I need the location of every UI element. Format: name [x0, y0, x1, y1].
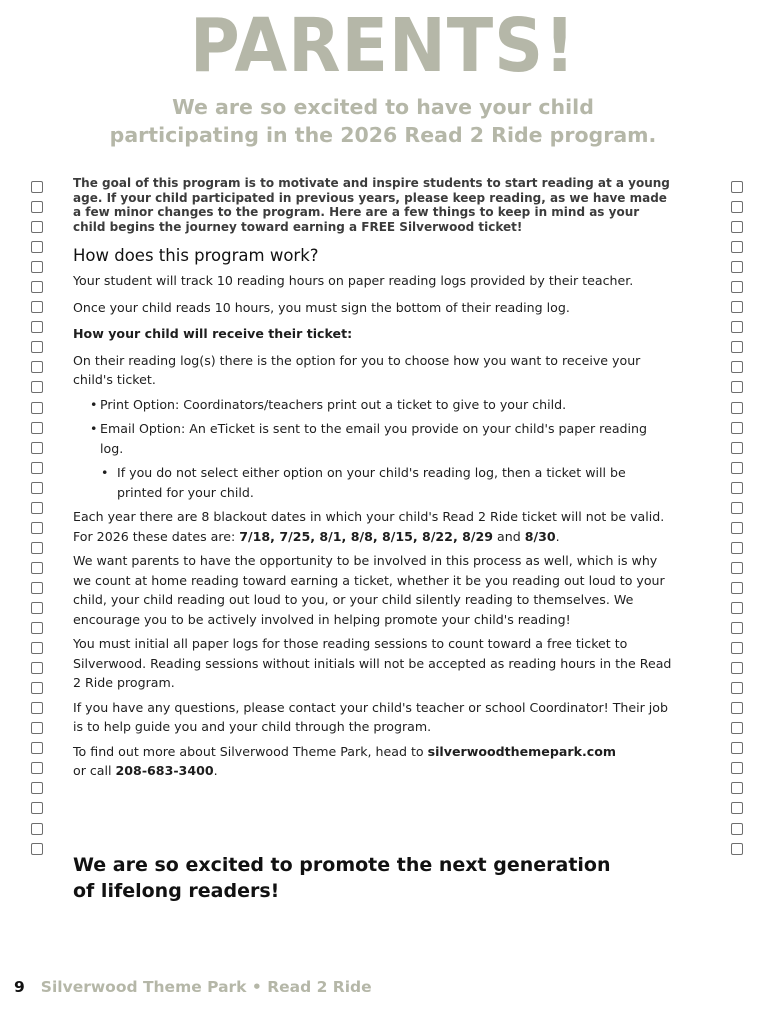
- email-option-bullet: [73, 419, 673, 458]
- subtitle-line-1: We are so excited to have your child: [172, 95, 594, 119]
- checkbox-icon: [31, 241, 43, 253]
- checkbox-icon: [31, 642, 43, 654]
- checkbox-icon: [31, 261, 43, 273]
- ticket-heading: How your child will receive their ticket:: [73, 326, 353, 341]
- website-link[interactable]: silverwoodthemepark.com: [427, 743, 616, 759]
- checkbox-icon: [731, 321, 743, 333]
- checkbox-icon: [731, 281, 743, 293]
- closing-line-1: We are so excited to promote the next generation: [73, 854, 611, 876]
- bullet-icon: •: [90, 396, 98, 412]
- right-checkbox-column: [731, 181, 745, 863]
- footer-label: Silverwood Theme Park • Read 2 Ride: [40, 978, 372, 996]
- checkbox-icon: [31, 782, 43, 794]
- checkbox-icon: [731, 762, 743, 774]
- no-option-bullet: [73, 463, 673, 502]
- sign-paragraph: Once your child reads 10 hours, you must sign the bottom of their reading log.: [73, 299, 570, 315]
- checkbox-icon: [31, 442, 43, 454]
- checkbox-icon: [31, 281, 43, 293]
- checkbox-icon: [731, 802, 743, 814]
- checkbox-icon: [731, 782, 743, 794]
- blackout-dates: 7/18, 7/25, 8/1, 8/8, 8/15, 8/22, 8/29: [239, 528, 493, 544]
- checkbox-icon: [31, 462, 43, 474]
- checkbox-icon: [731, 482, 743, 494]
- page-number: 9: [14, 978, 25, 996]
- checkbox-icon: [731, 402, 743, 414]
- checkbox-icon: [31, 502, 43, 514]
- closing-line-2: of lifelong readers!: [73, 880, 280, 902]
- checkbox-icon: [731, 642, 743, 654]
- intro-paragraph: The goal of this program is to motivate and inspire students to start reading at a young age. If your child participated in previous years, please keep reading, as we have made a few minor changes to the program. Here are a few things to keep in mind as your child begins the journey toward earning a FREE Silverwood ticket!: [73, 176, 670, 234]
- checkbox-icon: [731, 682, 743, 694]
- subtitle-line-2: participating in the 2026 Read 2 Ride program.: [109, 123, 657, 147]
- left-checkbox-column: [31, 181, 45, 863]
- checkbox-icon: [731, 221, 743, 233]
- checkbox-icon: [31, 321, 43, 333]
- checkbox-icon: [731, 522, 743, 534]
- main-content: [73, 176, 673, 781]
- checkbox-icon: [731, 181, 743, 193]
- checkbox-icon: [731, 722, 743, 734]
- checkbox-icon: [31, 201, 43, 213]
- checkbox-icon: [731, 261, 743, 273]
- phone-number: 208-683-3400: [115, 763, 214, 778]
- checkbox-icon: [31, 422, 43, 434]
- track-paragraph: Your student will track 10 reading hours on paper reading logs provided by their teacher.: [73, 273, 634, 288]
- checkbox-icon: [31, 662, 43, 674]
- checkbox-icon: [31, 802, 43, 814]
- checkbox-icon: [31, 843, 43, 855]
- checkbox-icon: [31, 361, 43, 373]
- blackout-last-date: 8/30: [524, 528, 556, 544]
- checkbox-icon: [31, 702, 43, 714]
- checkbox-icon: [31, 221, 43, 233]
- checkbox-icon: [731, 201, 743, 213]
- checkbox-icon: [731, 602, 743, 614]
- checkbox-icon: [31, 402, 43, 414]
- find-out-text: To find out more about Silverwood Theme Park, head to: [73, 743, 428, 759]
- email-option-text: Email Option: An eTicket is sent to the email you provide on your child's paper reading log.: [100, 421, 648, 456]
- blackout-paragraph: [73, 507, 673, 546]
- checkbox-icon: [31, 762, 43, 774]
- checkbox-icon: [731, 241, 743, 253]
- section-heading: How does this program work?: [73, 246, 319, 265]
- checkbox-icon: [31, 582, 43, 594]
- checkbox-icon: [31, 542, 43, 554]
- checkbox-icon: [731, 622, 743, 634]
- checkbox-icon: [731, 562, 743, 574]
- checkbox-icon: [731, 361, 743, 373]
- checkbox-icon: [31, 722, 43, 734]
- checkbox-icon: [31, 823, 43, 835]
- checkbox-icon: [31, 341, 43, 353]
- questions-paragraph: If you have any questions, please contact your child's teacher or school Coordinator! Their job is to help guide you and your child through the program.: [73, 699, 669, 734]
- checkbox-icon: [31, 742, 43, 754]
- print-option-bullet: [73, 395, 673, 415]
- involvement-paragraph: We want parents to have the opportunity to be involved in this process as well, which is why we count at home reading toward earning a ticket, whether it be you reading out loud to your child, your child reading out loud to you, or your child silently reading to themselves. We encourage you to be actively involved in helping promote your child's reading!: [73, 553, 665, 627]
- bullet-icon: •: [101, 465, 109, 480]
- no-option-text: If you do not select either option on your child's reading log, then a ticket will be printed for your child.: [117, 465, 626, 500]
- checkbox-icon: [731, 742, 743, 754]
- blackout-and: and: [493, 528, 525, 544]
- page-footer: [14, 977, 372, 997]
- blackout-text: Each year there are 8 blackout dates in which your child's Read 2 Ride ticket will not be valid. For 2026 these dates are:: [73, 509, 665, 544]
- checkbox-icon: [731, 442, 743, 454]
- checkbox-icon: [731, 381, 743, 393]
- checkbox-icon: [31, 482, 43, 494]
- or-call-text: or call: [73, 763, 116, 778]
- checkbox-icon: [731, 702, 743, 714]
- checkbox-icon: [731, 422, 743, 434]
- checkbox-icon: [731, 542, 743, 554]
- find-out-end: .: [213, 763, 218, 778]
- checkbox-icon: [31, 682, 43, 694]
- bullet-icon: •: [90, 421, 98, 436]
- checkbox-icon: [31, 301, 43, 313]
- checkbox-icon: [31, 622, 43, 634]
- checkbox-icon: [731, 502, 743, 514]
- checkbox-icon: [31, 562, 43, 574]
- find-out-paragraph: [73, 742, 673, 781]
- checkbox-icon: [731, 662, 743, 674]
- checkbox-icon: [31, 522, 43, 534]
- initials-paragraph: You must initial all paper logs for those reading sessions to count toward a free ticket to Silverwood. Reading sessions without initials will not be accepted as reading hours in the Read 2 Ride program.: [73, 636, 672, 690]
- checkbox-icon: [731, 301, 743, 313]
- checkbox-icon: [731, 823, 743, 835]
- options-intro-paragraph: On their reading log(s) there is the option for you to choose how you want to receive your child's ticket.: [73, 352, 641, 387]
- blackout-end: .: [555, 528, 560, 544]
- checkbox-icon: [31, 181, 43, 193]
- checkbox-icon: [731, 582, 743, 594]
- closing-message: [73, 852, 633, 904]
- checkbox-icon: [731, 843, 743, 855]
- page-subtitle: [60, 93, 706, 149]
- checkbox-icon: [731, 341, 743, 353]
- checkbox-icon: [31, 381, 43, 393]
- checkbox-icon: [731, 462, 743, 474]
- print-option-text: Print Option: Coordinators/teachers print out a ticket to give to your child.: [100, 396, 567, 412]
- page-title: PARENTS!: [189, 3, 577, 89]
- checkbox-icon: [31, 602, 43, 614]
